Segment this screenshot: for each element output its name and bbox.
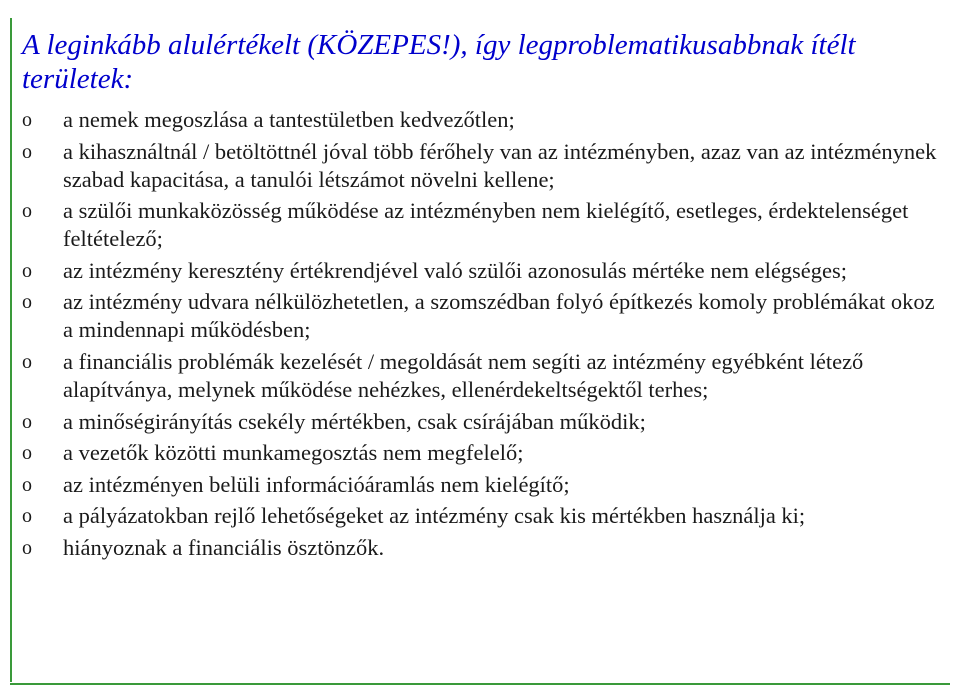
bullet-list	[22, 106, 942, 566]
top-bar	[0, 0, 960, 8]
list-item-text: a financiális problémák kezelését / megoldását nem segíti az intézmény egyébként létező alapítványa, melynek működése nehézkes, ellenérdekeltségektől terhes;	[63, 348, 864, 402]
list-item-text: az intézmény keresztény értékrendjével való szülői azonosulás mértéke nem elégséges;	[63, 257, 848, 283]
list-item-text: a minőségirányítás csekély mértékben, csak csírájában működik;	[63, 408, 646, 434]
list-item	[22, 471, 942, 499]
list-item	[22, 502, 942, 530]
bottom-border-line	[10, 683, 950, 685]
list-item-text: a szülői munkaközösség működése az intézményben nem kielégítő, esetleges, érdektelenséget feltételező;	[63, 198, 909, 252]
list-item	[22, 439, 942, 467]
list-item	[22, 534, 942, 562]
list-item	[22, 288, 942, 344]
bullet-marker: o	[22, 536, 32, 559]
list-item-text: hiányoznak a financiális ösztönzők.	[63, 534, 385, 560]
list-item-text: az intézmény udvara nélkülözhetetlen, a szomszédban folyó építkezés komoly problémákat okoz a mindennapi működésben;	[63, 289, 935, 343]
bullet-marker: o	[22, 109, 32, 131]
list-item-text: a vezetők közötti munkamegosztás nem megfelelő;	[63, 440, 524, 466]
bullet-marker: o	[22, 259, 32, 282]
bullet-marker: o	[22, 442, 32, 465]
list-item	[22, 106, 942, 134]
list-item	[22, 197, 942, 253]
list-item	[22, 257, 942, 285]
left-border-line	[10, 18, 12, 682]
bullet-marker: o	[22, 410, 32, 433]
bullet-marker: o	[22, 200, 32, 223]
list-item-text: az intézményen belüli információáramlás nem kielégítő;	[63, 471, 570, 497]
list-item-text: a pályázatokban rejlő lehetőségeket az intézmény csak kis mértékben használja ki;	[63, 503, 806, 529]
bullet-marker: o	[22, 291, 32, 314]
bullet-marker: o	[22, 473, 32, 496]
list-item	[22, 348, 942, 404]
list-item	[22, 408, 942, 436]
bullet-marker: o	[22, 505, 32, 528]
list-item-text: a nemek megoszlása a tantestületben kedvezőtlen;	[63, 107, 515, 132]
list-item-text: a kihasználtnál / betöltöttnél jóval több férőhely van az intézményben, azaz van az intézménynek szabad kapacitása, a tanulói létszámot növelni kellene;	[63, 138, 937, 192]
list-item	[22, 138, 942, 194]
slide-title: A leginkább alulértékelt (KÖZEPES!), így legproblematikusabbnak ítélt területek:	[22, 29, 856, 95]
bullet-marker: o	[22, 140, 32, 163]
bullet-marker: o	[22, 350, 32, 373]
